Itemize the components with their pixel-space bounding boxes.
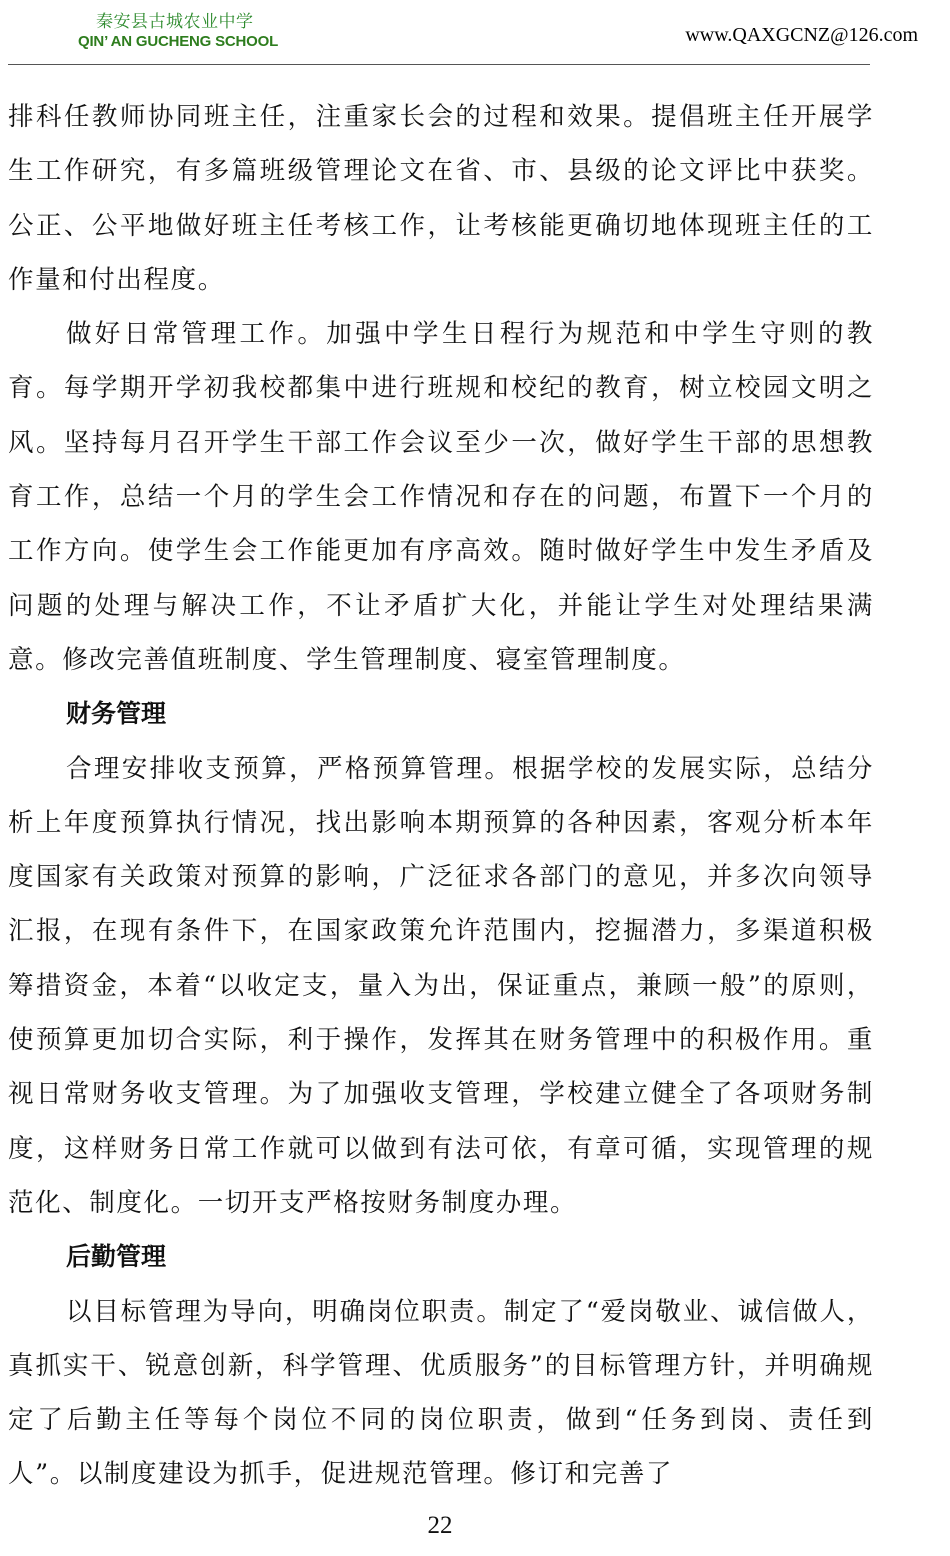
header-divider <box>8 64 870 65</box>
page-number: 22 <box>427 1512 453 1539</box>
paragraph-finance-management: 合理安排收支预算，严格预算管理。根据学校的发展实际，总结分析上年度预算执行情况，找出影响本期预算的各种因素，客观分析本年度国家有关政策对预算的影响，广泛征求各部门的意见，并多次向领导汇报，在现有条件下，在国家政策允许范围内，挖掘潜力，多渠道积极筹措资金，本着“以收定支，量入为出，保证重点，兼顾一般”的原则，使预算更加切合实际，利于操作，发挥其在财务管理中的积极作用。重视日常财务收支管理。为了加强收支管理，学校建立健全了各项财务制度，这样财务日常工作就可以做到有法可依，有章可循，实现管理的规范化、制度化。一切开支严格按财务制度办理。 <box>8 753 874 1218</box>
school-email: www.QAXGCNZ@126.com <box>685 24 918 46</box>
page-header <box>0 0 950 66</box>
paragraph-class-teacher-work: 排科任教师协同班主任，注重家长会的过程和效果。提倡班主任开展学生工作研究，有多篇班级管理论文在省、市、县级的论文评比中获奖。公正、公平地做好班主任考核工作，让考核能更确切地体现班主任的工作量和付出程度。 <box>8 102 874 295</box>
document-body <box>8 90 874 1502</box>
heading-logistics-management: 后勤管理 <box>66 1242 167 1272</box>
paragraph-logistics-management: 以目标管理为导向，明确岗位职责。制定了“爱岗敬业、诚信做人，真抓实干、锐意创新，科学管理、优质服务”的目标管理方针，并明确规定了后勤主任等每个岗位不同的岗位职责，做到“任务到岗、责任到人”。以制度建设为抓手，促进规范管理。修订和完善了 <box>8 1296 874 1490</box>
heading-finance-management: 财务管理 <box>66 699 167 729</box>
paragraph-daily-management: 做好日常管理工作。加强中学生日程行为规范和中学生守则的教育。每学期开学初我校都集中进行班规和校纪的教育，树立校园文明之风。坚持每月召开学生干部工作会议至少一次，做好学生干部的思想教育工作，总结一个月的学生会工作情况和存在的问题，布置下一个月的工作方向。使学生会工作能更加有序高效。随时做好学生中发生矛盾及问题的处理与解决工作，不让矛盾扩大化，并能让学生对处理结果满意。修改完善值班制度、学生管理制度、寝室管理制度。 <box>8 319 874 675</box>
school-name-english: QIN’ AN GUCHENG SCHOOL <box>78 33 279 50</box>
school-name-chinese: 秦安县古城农业中学 <box>96 12 254 32</box>
